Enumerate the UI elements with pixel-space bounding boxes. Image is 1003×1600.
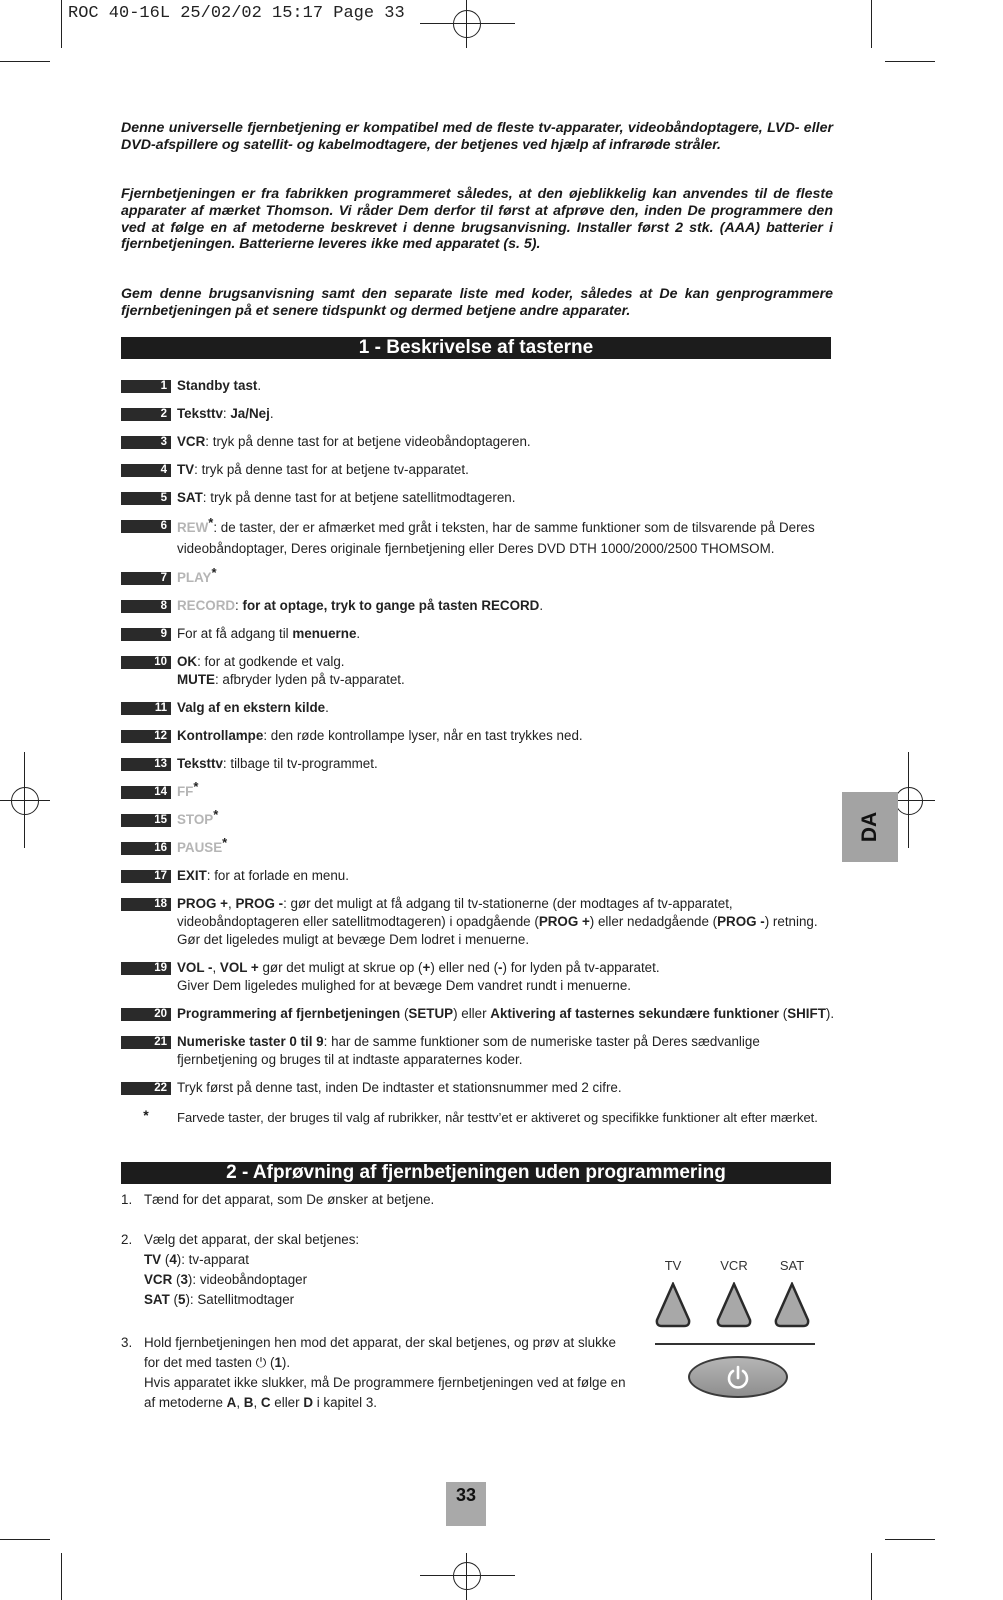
language-tab: DA	[842, 792, 898, 862]
key-number: 7	[121, 572, 171, 585]
illustration-divider	[655, 1343, 815, 1345]
key-description: For at få adgang til menuerne.	[177, 626, 361, 641]
key-row	[121, 835, 841, 857]
sat-button-icon	[773, 1282, 811, 1330]
page-number: 33	[446, 1482, 486, 1526]
key-number: 22	[121, 1082, 171, 1095]
key-description: Numeriske taster 0 til 9: har de samme funktioner som de numeriske taster på Deres sædvanlige fjernbetjening og bruges til at indtaste apparaternes koder.	[177, 1034, 760, 1067]
power-icon	[725, 1365, 751, 1391]
key-row	[121, 1079, 841, 1097]
key-row	[121, 489, 841, 507]
key-number: 3	[121, 436, 171, 449]
key-row	[121, 405, 841, 423]
crop-mark	[61, 1553, 62, 1600]
key-list	[121, 377, 841, 1128]
key-row	[121, 377, 841, 395]
step-2: 2. Vælg det apparat, der skal betjenes: TV (4): tv-apparat VCR (3): videobåndoptager SAT (5): Satellitmodtager	[121, 1230, 359, 1310]
key-row	[121, 867, 841, 885]
key-number: 12	[121, 730, 171, 743]
key-row	[121, 517, 841, 559]
key-row	[121, 653, 841, 689]
footnote	[121, 1107, 841, 1128]
key-number: 11	[121, 702, 171, 715]
key-row	[121, 755, 841, 773]
tv-button-icon	[654, 1282, 692, 1330]
key-description: SAT: tryk på denne tast for at betjene satellitmodtageren.	[177, 490, 516, 505]
key-row	[121, 461, 841, 479]
key-row	[121, 1005, 841, 1023]
key-row	[121, 1033, 841, 1069]
device-option: SAT (5): Satellitmodtager	[144, 1292, 295, 1307]
key-description: OK: for at godkende et valg. MUTE: afbryder lyden på tv-apparatet.	[177, 654, 405, 687]
key-description: PLAY*	[177, 565, 217, 585]
key-number: 13	[121, 758, 171, 771]
key-number: 2	[121, 408, 171, 421]
key-row	[121, 895, 841, 949]
key-description: STOP*	[177, 807, 219, 827]
standby-button	[688, 1356, 788, 1398]
intro-paragraph: Gem denne brugsanvisning samt den separate liste med koder, således at De kan genprogrammere fjernbetjeningen på et senere tidspunkt og dermed betjene andre apparater.	[121, 286, 833, 319]
crop-mark	[61, 0, 62, 48]
key-number: 16	[121, 842, 171, 855]
key-number: 6	[121, 520, 171, 533]
section-1-title: 1 - Beskrivelse af tasterne	[121, 337, 831, 359]
step-1: 1. Tænd for det apparat, som De ønsker at betjene.	[121, 1192, 435, 1207]
key-description: PAUSE*	[177, 835, 228, 855]
section-2-title: 2 - Afprøvning af fjernbetjeningen uden programmering	[121, 1162, 831, 1184]
key-description: TV: tryk på denne tast for at betjene tv-apparatet.	[177, 462, 469, 477]
device-label-sat: SAT	[779, 1258, 805, 1273]
key-row	[121, 959, 841, 995]
key-number: 20	[121, 1008, 171, 1021]
device-option: VCR (3): videobåndoptager	[144, 1272, 308, 1287]
key-description: VOL -, VOL + gør det muligt at skrue op (+) eller ned (-) for lyden på tv-apparatet. Giver Dem ligeledes mulighed for at bevæge Dem vandret rundt i menuerne.	[177, 960, 660, 993]
device-label-tv: TV	[664, 1258, 682, 1273]
key-description: Valg af en ekstern kilde.	[177, 700, 329, 715]
crop-mark	[885, 1539, 935, 1540]
key-description: Programmering af fjernbetjeningen (SETUP) eller Aktivering af tasternes sekundære funktioner (SHIFT).	[177, 1006, 835, 1021]
key-description: Teksttv: Ja/Nej.	[177, 406, 274, 421]
key-description: EXIT: for at forlade en menu.	[177, 868, 349, 883]
crop-mark	[871, 1553, 872, 1600]
key-number: 5	[121, 492, 171, 505]
key-description: Tryk først på denne tast, inden De indtaster et stationsnummer med 2 cifre.	[177, 1080, 622, 1095]
key-row	[121, 565, 841, 587]
intro-paragraph: Denne universelle fjernbetjening er kompatibel med de fleste tv-apparater, videobåndoptagere, LVD- eller DVD-afspillere og satellit- og kabelmodtagere, der betjenes ved hjælp af infrarøde stråler.	[121, 120, 833, 153]
key-description: FF*	[177, 779, 199, 799]
crop-mark	[871, 0, 872, 48]
print-header: ROC 40-16L 25/02/02 15:17 Page 33	[68, 4, 405, 23]
key-number: 10	[121, 656, 171, 669]
key-row	[121, 699, 841, 717]
key-number: 18	[121, 898, 171, 911]
key-description: Standby tast.	[177, 378, 262, 393]
crop-mark	[0, 61, 50, 62]
key-number: 8	[121, 600, 171, 613]
intro-paragraph: Fjernbetjeningen er fra fabrikken programmeret således, at den øjeblikkelig kan anvendes til de fleste apparater af mærket Thomson. Vi råder Dem derfor til først at afprøve den, inden De programmere den ved at følge en af metoderne beskrevet i denne brugsanvisning. Installer først 2 stk. (AAA) batterier i fjernbetjeningen. Batterierne leveres ikke med apparatet (s. 5).	[121, 186, 833, 253]
key-row	[121, 433, 841, 451]
key-number: 17	[121, 870, 171, 883]
standby-symbol-icon: ⏻	[255, 1355, 267, 1370]
key-number: 14	[121, 786, 171, 799]
key-description: Teksttv: tilbage til tv-programmet.	[177, 756, 378, 771]
footnote-mark: *	[143, 1107, 149, 1123]
key-number: 1	[121, 380, 171, 393]
key-row	[121, 597, 841, 615]
vcr-button-icon	[715, 1282, 753, 1330]
key-description: REW*: de taster, der er afmærket med gråt i teksten, har de samme funktioner som de tilsvarende på Deres videobåndoptager, Deres originale fjernbetjening eller Deres DVD DTH 1000/2000/2500 THOMSOM.	[177, 515, 815, 556]
device-label-vcr: VCR	[720, 1258, 748, 1273]
key-row	[121, 807, 841, 829]
key-row	[121, 625, 841, 643]
key-number: 9	[121, 628, 171, 641]
key-description: RECORD: for at optage, tryk to gange på tasten RECORD.	[177, 598, 544, 613]
key-description: PROG +, PROG -: gør det muligt at få adgang til tv-stationerne (der modtages af tv-apparatet, videobåndoptageren eller satellitmodtageren) i opadgående (PROG +) eller nedadgående (PROG -) retning. Gør det ligeledes muligt at bevæge Dem lodret i menuerne.	[177, 896, 818, 947]
footnote-text: Farvede taster, der bruges til valg af rubrikker, når testtv’et er aktiveret og specifikke funktioner alt efter mærket.	[177, 1110, 818, 1125]
step-3: 3. Hold fjernbetjeningen hen mod det apparat, der skal betjenes, og prøv at slukke for det med tasten ⏻ (1). Hvis apparatet ikke slukker, må De programmere fjernbetjeningen ved at følge en af metoderne A, B, C eller D i kapitel 3.	[121, 1335, 626, 1410]
key-row	[121, 779, 841, 801]
key-number: 4	[121, 464, 171, 477]
crop-mark	[885, 61, 935, 62]
key-description: VCR: tryk på denne tast for at betjene videobåndoptageren.	[177, 434, 531, 449]
key-row	[121, 727, 841, 745]
key-number: 15	[121, 814, 171, 827]
key-number: 21	[121, 1036, 171, 1049]
crop-mark	[0, 1539, 50, 1540]
key-description: Kontrollampe: den røde kontrollampe lyser, når en tast trykkes ned.	[177, 728, 583, 743]
key-number: 19	[121, 962, 171, 975]
device-option: TV (4): tv-apparat	[144, 1252, 249, 1267]
